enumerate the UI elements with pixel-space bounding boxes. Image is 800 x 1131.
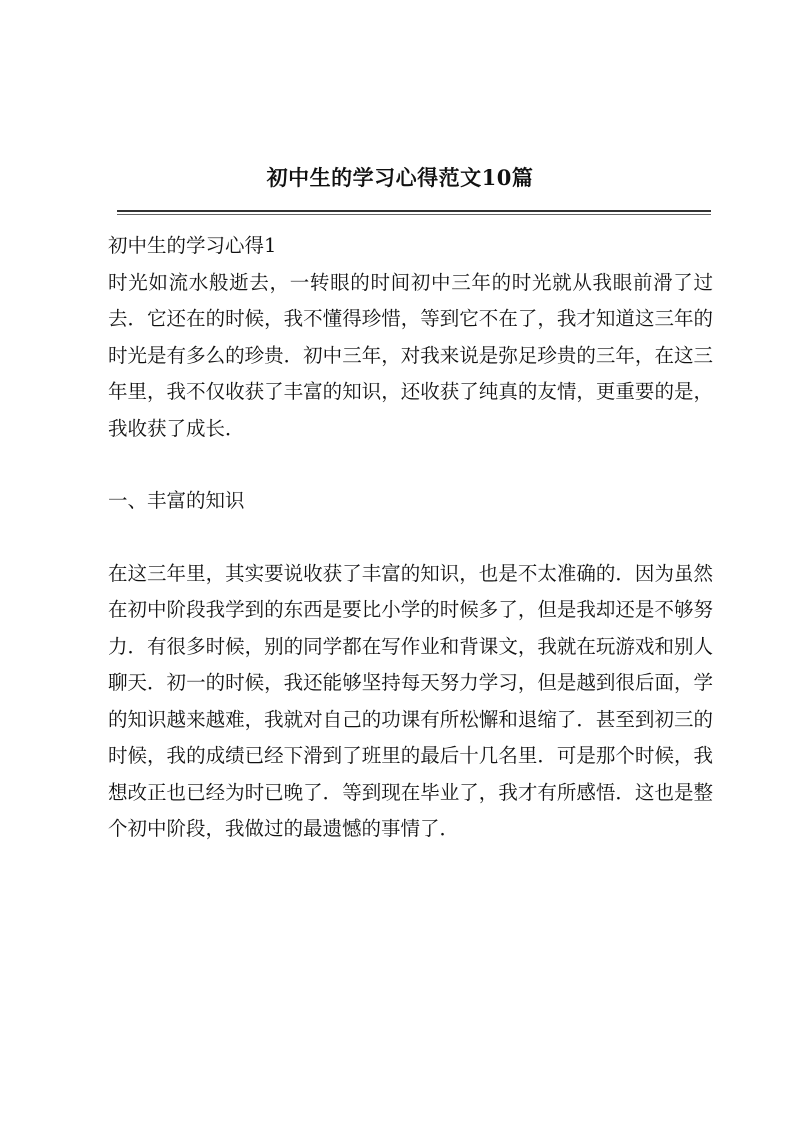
spacer [108,520,713,556]
spacer [108,447,713,483]
section-title: 初中生的学习心得1 [108,234,277,257]
section-heading: 一、丰富的知识 [108,489,245,512]
document-title: 初中生的学习心得范文10篇 [266,165,534,190]
paragraph: 时光如流水般逝去，一转眼的时间初中三年的时光就从我眼前滑了过去．它还在的时候，我不懂得珍惜，等到它不在了，我才知道这三年的时光是有多么的珍贵．初中三年，对我来说是弥足珍贵的三年，在这三年里，我不仅收获了丰富的知识，还收获了纯真的友情，更重要的是，我收获了成长． [108,270,713,440]
title-divider-thin [117,214,711,215]
title-divider [117,210,711,212]
paragraph: 在这三年里，其实要说收获了丰富的知识，也是不太准确的．因为虽然在初中阶段我学到的东西是要比小学的时候多了，但是我却还是不够努力．有很多时候，别的同学都在写作业和背课文，我就在玩游戏和别人聊天．初一的时候，我还能够坚持每天努力学习，但是越到很后面，学的知识越来越难，我就对自己的功课有所松懈和退缩了．甚至到初三的时候，我的成绩已经下滑到了班里的最后十几名里．可是那个时候，我想改正也已经为时已晚了．等到现在毕业了，我才有所感悟．这也是整个初中阶段，我做过的最遗憾的事情了． [108,561,713,840]
document-body [108,228,713,848]
